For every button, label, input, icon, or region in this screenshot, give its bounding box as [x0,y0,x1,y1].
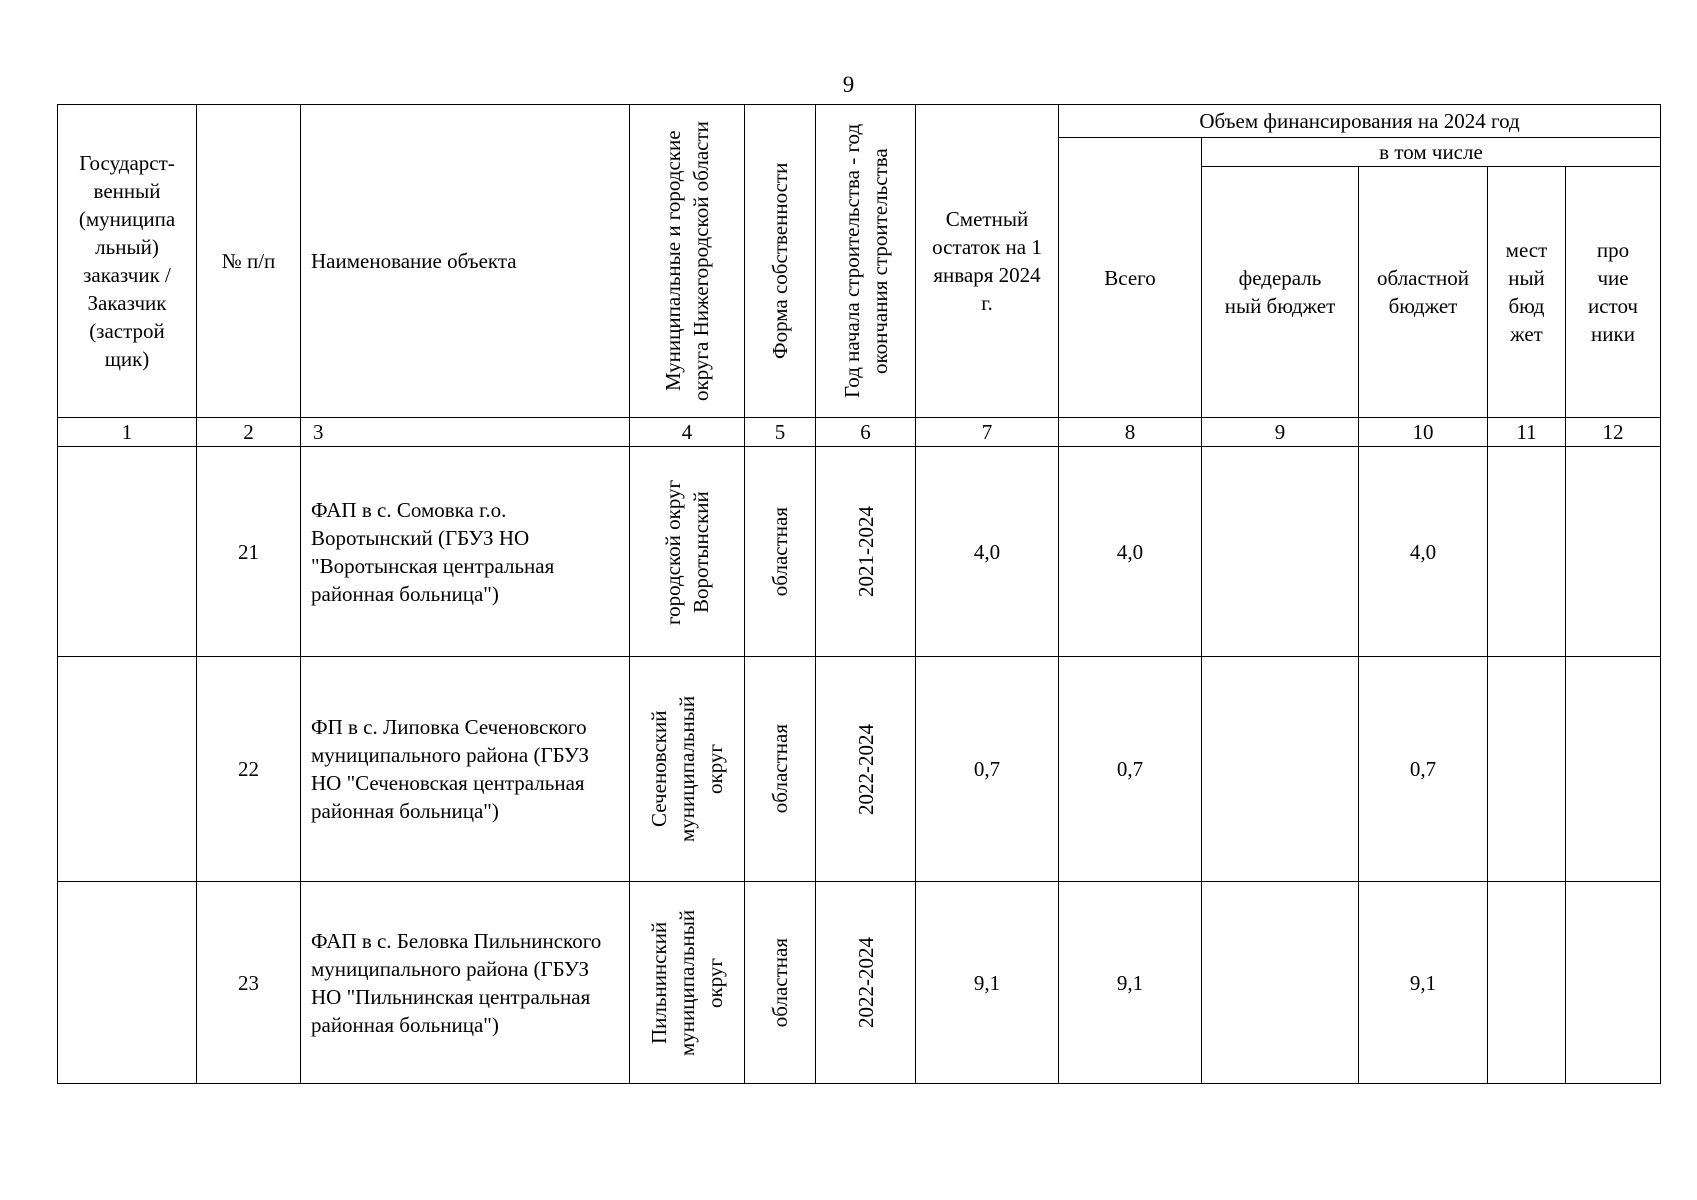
table-row [58,447,1661,657]
row-number: 23 [197,882,301,1084]
header-including: в том числе [1202,138,1661,167]
row-district-text: Сеченовский муниципальный округ [647,695,727,843]
column-number: 6 [816,418,916,447]
column-number: 1 [58,418,197,447]
row-years-text: 2021-2024 [853,506,878,597]
column-number: 3 [301,418,630,447]
header-years-text: Год начала строительства - год окончания строительства [839,123,892,399]
header-estimate-balance: Сметный остаток на 1 января 2024 г. [916,105,1059,418]
row-regional: 0,7 [1359,657,1488,882]
row-years [816,882,916,1084]
column-number: 8 [1059,418,1202,447]
row-ownership-text: областная [768,937,792,1028]
row-years-text: 2022-2024 [853,937,878,1028]
row-estimate: 4,0 [916,447,1059,657]
header-object-name: Наименование объекта [301,105,630,418]
row-estimate: 0,7 [916,657,1059,882]
row-customer [58,447,197,657]
row-federal [1202,657,1359,882]
row-local [1488,447,1566,657]
column-number: 5 [745,418,816,447]
row-ownership-text: областная [768,724,792,814]
header-funding-volume: Объем финансирования на 2024 год [1059,105,1661,138]
row-district [630,882,745,1084]
row-district [630,447,745,657]
table-row [58,657,1661,882]
row-total: 0,7 [1059,657,1202,882]
row-years-text: 2022-2024 [853,723,878,815]
financing-table [57,104,1661,1084]
column-number: 11 [1488,418,1566,447]
header-number: № п/п [197,105,301,418]
header-years [816,105,916,418]
header-other: про чие источ ники [1566,167,1661,418]
header-customer: Государст- венный (муниципа льный) заказчик / Заказчик (застрой щик) [58,105,197,418]
header-local: мест ный бюд жет [1488,167,1566,418]
row-years [816,447,916,657]
header-districts-text: Муниципальные и городские округа Нижегородской области [661,121,713,401]
row-number: 22 [197,657,301,882]
row-total: 4,0 [1059,447,1202,657]
row-total: 9,1 [1059,882,1202,1084]
header-ownership-text: Форма собственности [768,162,792,360]
header-regional: областной бюджет [1359,167,1488,418]
row-district-text: городской округ Воротынский [661,478,713,625]
row-district-text: Пильнинский муниципальный округ [647,909,727,1056]
row-regional: 4,0 [1359,447,1488,657]
header-total: Всего [1059,138,1202,418]
row-other [1566,447,1661,657]
row-ownership [745,882,816,1084]
column-numbers-row [58,418,1661,447]
row-local [1488,657,1566,882]
row-estimate: 9,1 [916,882,1059,1084]
column-number: 7 [916,418,1059,447]
row-customer [58,882,197,1084]
page-number: 9 [842,72,855,97]
table-row [58,882,1661,1084]
row-regional: 9,1 [1359,882,1488,1084]
row-other [1566,882,1661,1084]
row-years [816,657,916,882]
row-federal [1202,447,1359,657]
column-number: 9 [1202,418,1359,447]
row-district [630,657,745,882]
row-ownership [745,447,816,657]
row-object-name: ФАП в с. Беловка Пильнинского муниципального района (ГБУЗ НО "Пильнинская центральная районная больница") [301,882,630,1084]
row-customer [58,657,197,882]
column-number: 12 [1566,418,1661,447]
row-federal [1202,882,1359,1084]
column-number: 4 [630,418,745,447]
row-other [1566,657,1661,882]
row-number: 21 [197,447,301,657]
row-ownership [745,657,816,882]
row-local [1488,882,1566,1084]
column-number: 10 [1359,418,1488,447]
row-object-name: ФП в с. Липовка Сеченовского муниципального района (ГБУЗ НО "Сеченовская центральная районная больница") [301,657,630,882]
header-federal: федераль ный бюджет [1202,167,1359,418]
header-districts [630,105,745,418]
header-ownership [745,105,816,418]
column-number: 2 [197,418,301,447]
row-ownership-text: областная [768,506,792,597]
row-object-name: ФАП в с. Сомовка г.о. Воротынский (ГБУЗ НО "Воротынская центральная районная больница") [301,447,630,657]
